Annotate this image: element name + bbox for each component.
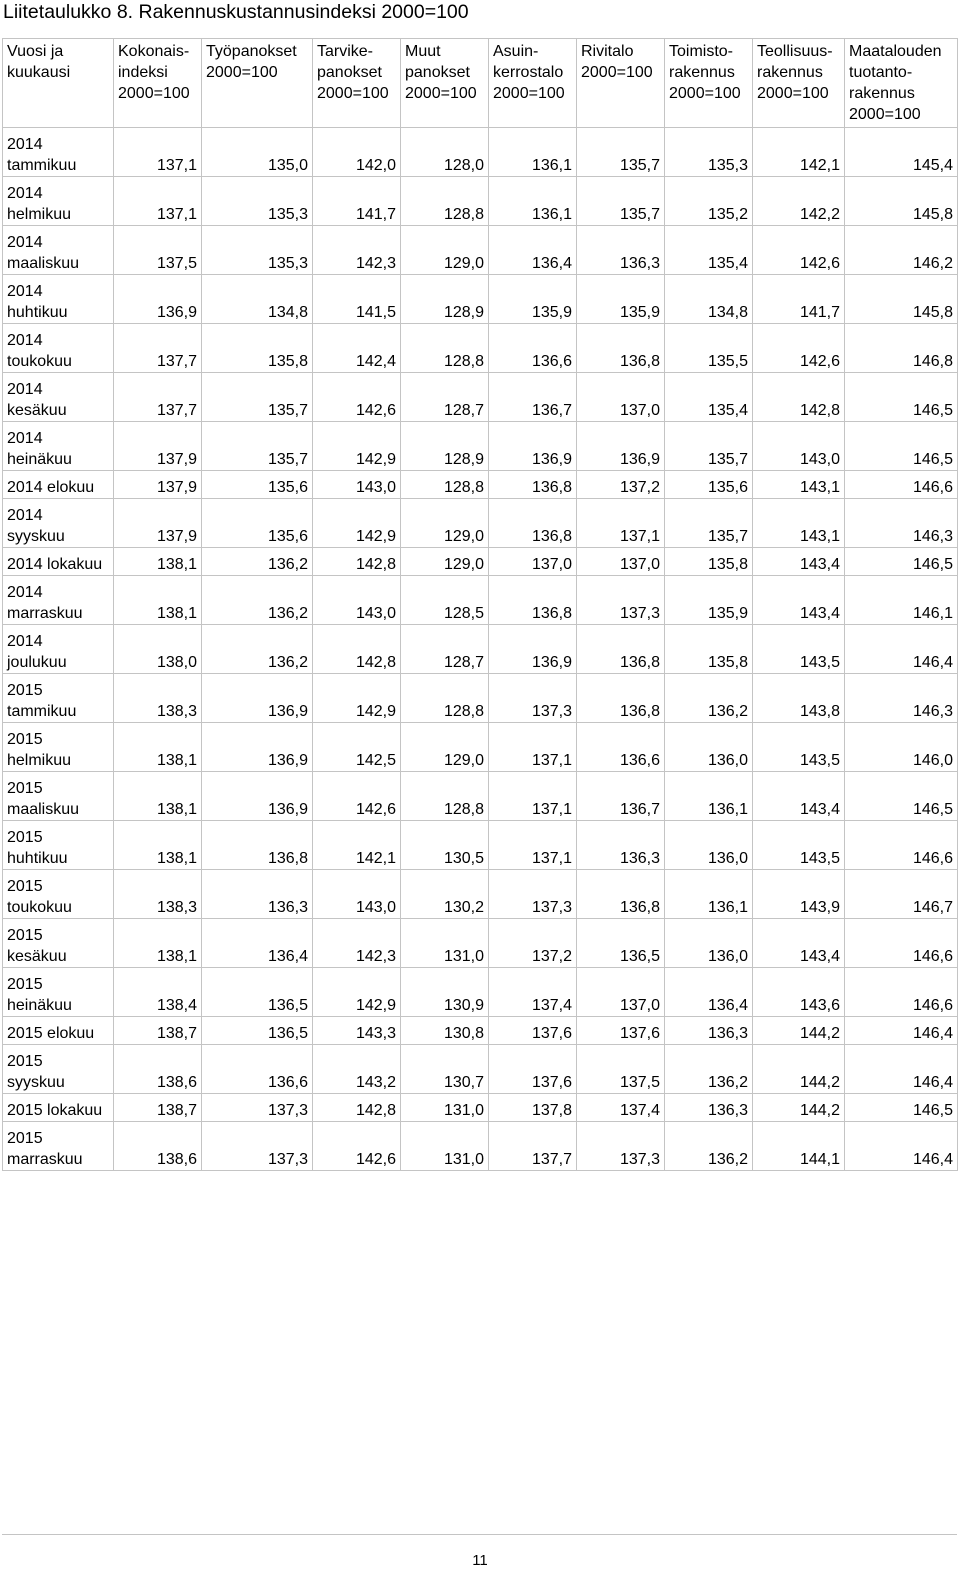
value-cell: 138,1 <box>114 821 202 870</box>
value-cell: 136,3 <box>577 226 665 275</box>
value-cell: 138,1 <box>114 772 202 821</box>
value-cell: 136,0 <box>665 723 753 772</box>
value-cell: 142,6 <box>313 1122 401 1171</box>
value-cell: 137,1 <box>489 821 577 870</box>
value-cell: 146,6 <box>845 471 958 499</box>
value-cell: 136,8 <box>489 499 577 548</box>
value-cell: 137,1 <box>114 177 202 226</box>
value-cell: 146,7 <box>845 870 958 919</box>
value-cell: 137,3 <box>577 1122 665 1171</box>
value-cell: 135,6 <box>202 499 313 548</box>
value-cell: 146,5 <box>845 772 958 821</box>
value-cell: 142,6 <box>313 772 401 821</box>
value-cell: 142,8 <box>313 625 401 674</box>
value-cell: 143,0 <box>753 422 845 471</box>
value-cell: 130,5 <box>401 821 489 870</box>
value-cell: 142,6 <box>753 226 845 275</box>
value-cell: 128,5 <box>401 576 489 625</box>
value-cell: 137,5 <box>577 1045 665 1094</box>
value-cell: 142,1 <box>313 821 401 870</box>
value-cell: 143,4 <box>753 548 845 576</box>
value-cell: 136,7 <box>489 373 577 422</box>
table-row <box>3 1045 958 1094</box>
table-row <box>3 373 958 422</box>
value-cell: 135,3 <box>665 128 753 177</box>
value-cell: 146,5 <box>845 548 958 576</box>
table-row <box>3 1122 958 1171</box>
index-table <box>2 38 958 1171</box>
value-cell: 136,9 <box>114 275 202 324</box>
value-cell: 130,7 <box>401 1045 489 1094</box>
value-cell: 138,7 <box>114 1017 202 1045</box>
value-cell: 135,5 <box>665 324 753 373</box>
period-cell: 2015 kesäkuu <box>3 919 114 968</box>
value-cell: 136,5 <box>577 919 665 968</box>
value-cell: 131,0 <box>401 1094 489 1122</box>
value-cell: 146,5 <box>845 1094 958 1122</box>
value-cell: 144,2 <box>753 1094 845 1122</box>
value-cell: 136,8 <box>489 471 577 499</box>
value-cell: 137,4 <box>577 1094 665 1122</box>
period-cell: 2015 maaliskuu <box>3 772 114 821</box>
value-cell: 138,4 <box>114 968 202 1017</box>
period-cell: 2014 toukokuu <box>3 324 114 373</box>
value-cell: 128,8 <box>401 674 489 723</box>
value-cell: 142,3 <box>313 226 401 275</box>
value-cell: 135,7 <box>577 177 665 226</box>
value-cell: 135,9 <box>665 576 753 625</box>
period-cell: 2014 tammikuu <box>3 128 114 177</box>
value-cell: 135,7 <box>202 373 313 422</box>
table-row <box>3 674 958 723</box>
value-cell: 138,3 <box>114 674 202 723</box>
header-row <box>3 39 958 128</box>
value-cell: 128,8 <box>401 324 489 373</box>
value-cell: 135,3 <box>202 177 313 226</box>
value-cell: 146,4 <box>845 1017 958 1045</box>
value-cell: 145,8 <box>845 275 958 324</box>
value-cell: 137,3 <box>489 674 577 723</box>
value-cell: 146,6 <box>845 821 958 870</box>
value-cell: 136,8 <box>577 625 665 674</box>
value-cell: 137,5 <box>114 226 202 275</box>
value-cell: 143,0 <box>313 576 401 625</box>
value-cell: 135,7 <box>665 422 753 471</box>
value-cell: 137,3 <box>202 1122 313 1171</box>
value-cell: 135,3 <box>202 226 313 275</box>
header-cell-total-index: Kokonais- indeksi 2000=100 <box>114 39 202 128</box>
value-cell: 128,7 <box>401 373 489 422</box>
value-cell: 137,3 <box>489 870 577 919</box>
value-cell: 143,1 <box>753 499 845 548</box>
value-cell: 135,7 <box>665 499 753 548</box>
value-cell: 143,0 <box>313 870 401 919</box>
value-cell: 144,2 <box>753 1045 845 1094</box>
value-cell: 142,9 <box>313 968 401 1017</box>
table-row <box>3 1094 958 1122</box>
value-cell: 146,5 <box>845 373 958 422</box>
value-cell: 135,7 <box>202 422 313 471</box>
value-cell: 138,1 <box>114 576 202 625</box>
value-cell: 146,4 <box>845 625 958 674</box>
value-cell: 135,0 <box>202 128 313 177</box>
period-cell: 2015 elokuu <box>3 1017 114 1045</box>
value-cell: 136,8 <box>489 576 577 625</box>
value-cell: 128,7 <box>401 625 489 674</box>
period-cell: 2014 marraskuu <box>3 576 114 625</box>
value-cell: 137,7 <box>114 373 202 422</box>
value-cell: 142,9 <box>313 674 401 723</box>
value-cell: 143,4 <box>753 772 845 821</box>
value-cell: 136,1 <box>665 772 753 821</box>
value-cell: 131,0 <box>401 919 489 968</box>
header-cell-terraced-house: Rivitalo 2000=100 <box>577 39 665 128</box>
value-cell: 136,0 <box>665 919 753 968</box>
value-cell: 128,9 <box>401 275 489 324</box>
value-cell: 136,5 <box>202 968 313 1017</box>
value-cell: 143,9 <box>753 870 845 919</box>
value-cell: 129,0 <box>401 499 489 548</box>
value-cell: 143,5 <box>753 723 845 772</box>
value-cell: 136,4 <box>202 919 313 968</box>
table-row <box>3 177 958 226</box>
table-row <box>3 576 958 625</box>
value-cell: 146,4 <box>845 1122 958 1171</box>
value-cell: 129,0 <box>401 226 489 275</box>
value-cell: 146,4 <box>845 1045 958 1094</box>
value-cell: 136,1 <box>489 177 577 226</box>
value-cell: 143,3 <box>313 1017 401 1045</box>
value-cell: 137,1 <box>577 499 665 548</box>
value-cell: 143,5 <box>753 625 845 674</box>
value-cell: 136,9 <box>489 422 577 471</box>
period-cell: 2014 elokuu <box>3 471 114 499</box>
value-cell: 135,8 <box>665 548 753 576</box>
value-cell: 129,0 <box>401 723 489 772</box>
value-cell: 146,8 <box>845 324 958 373</box>
period-cell: 2014 kesäkuu <box>3 373 114 422</box>
value-cell: 137,9 <box>114 471 202 499</box>
value-cell: 142,3 <box>313 919 401 968</box>
value-cell: 136,8 <box>577 870 665 919</box>
value-cell: 136,2 <box>665 1122 753 1171</box>
period-cell: 2014 huhtikuu <box>3 275 114 324</box>
value-cell: 136,3 <box>202 870 313 919</box>
value-cell: 142,8 <box>313 1094 401 1122</box>
value-cell: 137,6 <box>577 1017 665 1045</box>
value-cell: 136,6 <box>489 324 577 373</box>
table-body <box>3 128 958 1171</box>
table-row <box>3 870 958 919</box>
value-cell: 138,3 <box>114 870 202 919</box>
value-cell: 135,4 <box>665 226 753 275</box>
value-cell: 142,2 <box>753 177 845 226</box>
value-cell: 144,2 <box>753 1017 845 1045</box>
period-cell: 2014 syyskuu <box>3 499 114 548</box>
value-cell: 137,9 <box>114 422 202 471</box>
period-cell: 2014 maaliskuu <box>3 226 114 275</box>
header-cell-agricultural-building: Maatalouden tuotanto- rakennus 2000=100 <box>845 39 958 128</box>
value-cell: 142,5 <box>313 723 401 772</box>
value-cell: 136,8 <box>202 821 313 870</box>
value-cell: 137,7 <box>489 1122 577 1171</box>
value-cell: 136,3 <box>665 1017 753 1045</box>
value-cell: 141,7 <box>313 177 401 226</box>
value-cell: 146,0 <box>845 723 958 772</box>
table-row <box>3 548 958 576</box>
period-cell: 2015 marraskuu <box>3 1122 114 1171</box>
footer-divider <box>2 1534 957 1535</box>
value-cell: 142,0 <box>313 128 401 177</box>
value-cell: 146,5 <box>845 422 958 471</box>
table-row <box>3 275 958 324</box>
table-row <box>3 723 958 772</box>
value-cell: 146,6 <box>845 968 958 1017</box>
value-cell: 143,2 <box>313 1045 401 1094</box>
value-cell: 134,8 <box>665 275 753 324</box>
value-cell: 136,2 <box>202 548 313 576</box>
value-cell: 142,6 <box>313 373 401 422</box>
value-cell: 137,2 <box>577 471 665 499</box>
value-cell: 136,9 <box>202 772 313 821</box>
value-cell: 136,3 <box>665 1094 753 1122</box>
header-cell-other-inputs: Muut panokset 2000=100 <box>401 39 489 128</box>
value-cell: 142,4 <box>313 324 401 373</box>
header-cell-industrial-building: Teollisuus- rakennus 2000=100 <box>753 39 845 128</box>
table-row <box>3 968 958 1017</box>
value-cell: 137,1 <box>489 772 577 821</box>
value-cell: 136,2 <box>202 625 313 674</box>
value-cell: 142,9 <box>313 499 401 548</box>
value-cell: 138,1 <box>114 919 202 968</box>
value-cell: 143,5 <box>753 821 845 870</box>
value-cell: 136,7 <box>577 772 665 821</box>
value-cell: 128,9 <box>401 422 489 471</box>
period-cell: 2014 lokakuu <box>3 548 114 576</box>
value-cell: 137,4 <box>489 968 577 1017</box>
value-cell: 128,0 <box>401 128 489 177</box>
table-row <box>3 499 958 548</box>
value-cell: 135,4 <box>665 373 753 422</box>
header-cell-material-inputs: Tarvike- panokset 2000=100 <box>313 39 401 128</box>
value-cell: 135,8 <box>665 625 753 674</box>
value-cell: 136,9 <box>577 422 665 471</box>
value-cell: 137,1 <box>489 723 577 772</box>
value-cell: 143,4 <box>753 919 845 968</box>
value-cell: 141,5 <box>313 275 401 324</box>
value-cell: 135,9 <box>577 275 665 324</box>
value-cell: 136,8 <box>577 674 665 723</box>
value-cell: 145,4 <box>845 128 958 177</box>
value-cell: 137,1 <box>114 128 202 177</box>
table-row <box>3 324 958 373</box>
table-row <box>3 821 958 870</box>
value-cell: 130,2 <box>401 870 489 919</box>
period-cell: 2015 helmikuu <box>3 723 114 772</box>
value-cell: 130,9 <box>401 968 489 1017</box>
value-cell: 146,1 <box>845 576 958 625</box>
table-row <box>3 422 958 471</box>
value-cell: 135,8 <box>202 324 313 373</box>
value-cell: 146,2 <box>845 226 958 275</box>
value-cell: 135,6 <box>665 471 753 499</box>
period-cell: 2015 huhtikuu <box>3 821 114 870</box>
page-title: Liitetaulukko 8. Rakennuskustannusindeksi 2000=100 <box>3 1 469 23</box>
value-cell: 144,1 <box>753 1122 845 1171</box>
value-cell: 138,1 <box>114 548 202 576</box>
period-cell: 2014 helmikuu <box>3 177 114 226</box>
value-cell: 146,6 <box>845 919 958 968</box>
value-cell: 131,0 <box>401 1122 489 1171</box>
value-cell: 138,6 <box>114 1045 202 1094</box>
value-cell: 136,2 <box>665 674 753 723</box>
header-cell-labour-inputs: Työpanokset 2000=100 <box>202 39 313 128</box>
value-cell: 143,6 <box>753 968 845 1017</box>
value-cell: 130,8 <box>401 1017 489 1045</box>
header-cell-office-building: Toimisto- rakennus 2000=100 <box>665 39 753 128</box>
value-cell: 136,9 <box>202 723 313 772</box>
value-cell: 143,4 <box>753 576 845 625</box>
table-row <box>3 1017 958 1045</box>
value-cell: 136,6 <box>202 1045 313 1094</box>
value-cell: 137,6 <box>489 1045 577 1094</box>
value-cell: 136,9 <box>202 674 313 723</box>
header-cell-period: Vuosi ja kuukausi <box>3 39 114 128</box>
value-cell: 143,0 <box>313 471 401 499</box>
value-cell: 128,8 <box>401 471 489 499</box>
value-cell: 137,6 <box>489 1017 577 1045</box>
period-cell: 2015 heinäkuu <box>3 968 114 1017</box>
table-row <box>3 128 958 177</box>
header-cell-apartment-building: Asuin- kerrostalo 2000=100 <box>489 39 577 128</box>
value-cell: 142,9 <box>313 422 401 471</box>
value-cell: 141,7 <box>753 275 845 324</box>
value-cell: 146,3 <box>845 499 958 548</box>
value-cell: 142,8 <box>313 548 401 576</box>
value-cell: 137,2 <box>489 919 577 968</box>
value-cell: 136,2 <box>202 576 313 625</box>
value-cell: 138,1 <box>114 723 202 772</box>
value-cell: 137,9 <box>114 499 202 548</box>
table-row <box>3 772 958 821</box>
value-cell: 128,8 <box>401 772 489 821</box>
value-cell: 143,8 <box>753 674 845 723</box>
value-cell: 135,9 <box>489 275 577 324</box>
page-number: 11 <box>472 1552 488 1569</box>
value-cell: 136,1 <box>489 128 577 177</box>
period-cell: 2014 heinäkuu <box>3 422 114 471</box>
value-cell: 135,2 <box>665 177 753 226</box>
value-cell: 136,6 <box>577 723 665 772</box>
value-cell: 137,3 <box>202 1094 313 1122</box>
value-cell: 146,3 <box>845 674 958 723</box>
period-cell: 2015 lokakuu <box>3 1094 114 1122</box>
period-cell: 2015 toukokuu <box>3 870 114 919</box>
value-cell: 142,6 <box>753 324 845 373</box>
value-cell: 137,0 <box>489 548 577 576</box>
value-cell: 128,8 <box>401 177 489 226</box>
value-cell: 143,1 <box>753 471 845 499</box>
value-cell: 135,6 <box>202 471 313 499</box>
value-cell: 137,0 <box>577 968 665 1017</box>
value-cell: 136,0 <box>665 821 753 870</box>
period-cell: 2014 joulukuu <box>3 625 114 674</box>
value-cell: 142,1 <box>753 128 845 177</box>
value-cell: 136,1 <box>665 870 753 919</box>
table-row <box>3 226 958 275</box>
value-cell: 142,8 <box>753 373 845 422</box>
value-cell: 137,3 <box>577 576 665 625</box>
value-cell: 136,4 <box>665 968 753 1017</box>
value-cell: 145,8 <box>845 177 958 226</box>
period-cell: 2015 syyskuu <box>3 1045 114 1094</box>
table-row <box>3 471 958 499</box>
table-row <box>3 625 958 674</box>
value-cell: 136,4 <box>489 226 577 275</box>
value-cell: 138,0 <box>114 625 202 674</box>
value-cell: 136,5 <box>202 1017 313 1045</box>
table-row <box>3 919 958 968</box>
value-cell: 134,8 <box>202 275 313 324</box>
value-cell: 136,8 <box>577 324 665 373</box>
value-cell: 138,7 <box>114 1094 202 1122</box>
value-cell: 137,8 <box>489 1094 577 1122</box>
value-cell: 136,3 <box>577 821 665 870</box>
period-cell: 2015 tammikuu <box>3 674 114 723</box>
value-cell: 129,0 <box>401 548 489 576</box>
value-cell: 137,0 <box>577 548 665 576</box>
value-cell: 136,9 <box>489 625 577 674</box>
value-cell: 135,7 <box>577 128 665 177</box>
value-cell: 137,7 <box>114 324 202 373</box>
value-cell: 137,0 <box>577 373 665 422</box>
value-cell: 138,6 <box>114 1122 202 1171</box>
value-cell: 136,2 <box>665 1045 753 1094</box>
